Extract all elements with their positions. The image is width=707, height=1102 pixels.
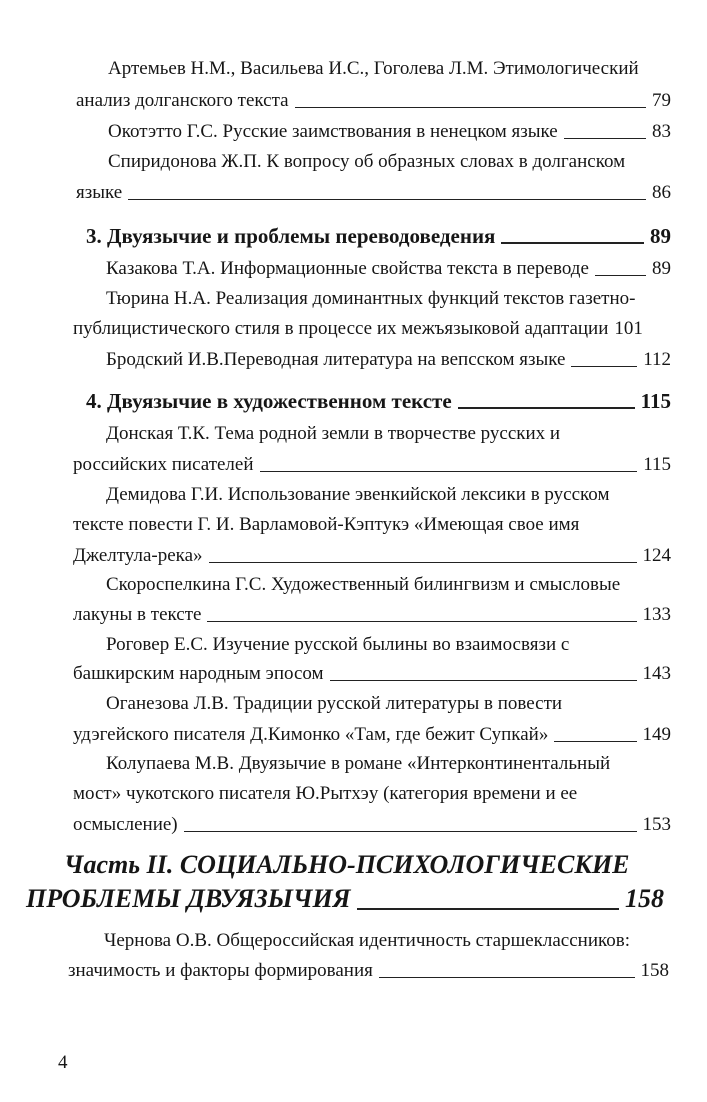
toc-entry-line: Артемьев Н.М., Васильева И.С., Гоголева Л.М. Этимологический bbox=[108, 58, 639, 79]
toc-entry[interactable] bbox=[73, 316, 671, 342]
toc-entry-line: Спиридонова Ж.П. К вопросу об образных словах в долганском bbox=[108, 151, 626, 172]
leader-line bbox=[209, 562, 637, 563]
toc-entry[interactable] bbox=[73, 722, 671, 748]
part-heading-line: Часть II. СОЦИАЛЬНО-ПСИХОЛОГИЧЕСКИЕ bbox=[64, 850, 630, 879]
toc-entry-text: Джелтула-река» bbox=[73, 545, 203, 566]
toc-entry[interactable] bbox=[73, 543, 671, 569]
toc-page-number: 83 bbox=[652, 121, 671, 142]
toc-entry-line: Демидова Г.И. Использование эвенкийской лексики в русском bbox=[106, 484, 610, 505]
toc-entry-text: лакуны в тексте bbox=[73, 604, 202, 625]
leader-line bbox=[357, 908, 619, 910]
toc-entry-text: публицистического стиля в процессе их межъязыковой адаптации bbox=[73, 318, 609, 339]
toc-entry-line: Скороспелкина Г.С. Художественный билингвизм и смысловые bbox=[106, 574, 621, 595]
toc-page-number: 101 bbox=[614, 318, 643, 339]
toc-entry-line: тексте повести Г. И. Варламовой-Кэптукэ «Имеющая свое имя bbox=[73, 514, 580, 535]
toc-entry-line: Чернова О.В. Общероссийская идентичность старшеклассников: bbox=[104, 930, 631, 951]
toc-entry[interactable] bbox=[68, 958, 669, 984]
toc-entry[interactable] bbox=[73, 812, 671, 838]
toc-page-number: 79 bbox=[652, 90, 671, 111]
toc-entry[interactable] bbox=[76, 180, 671, 206]
toc-page-number: 124 bbox=[642, 545, 671, 566]
toc-entry-text: Бродский И.В.Переводная литература на вепсском языке bbox=[106, 349, 566, 370]
section-title: 3. Двуязычие и проблемы переводоведения bbox=[86, 224, 496, 248]
leader-line bbox=[260, 471, 638, 472]
toc-entry-line: Донская Т.К. Тема родной земли в творчестве русских и bbox=[106, 423, 561, 444]
leader-line bbox=[501, 242, 644, 244]
toc-entry[interactable] bbox=[73, 602, 671, 628]
toc-entry-text: российских писателей bbox=[73, 454, 254, 475]
part-title: ПРОБЛЕМЫ ДВУЯЗЫЧИЯ bbox=[26, 884, 351, 913]
leader-line bbox=[184, 831, 637, 832]
toc-page-number: 112 bbox=[643, 349, 671, 370]
section-heading[interactable] bbox=[86, 223, 671, 249]
toc-page-number: 86 bbox=[652, 182, 671, 203]
leader-line bbox=[595, 275, 646, 276]
toc-entry[interactable] bbox=[76, 88, 671, 114]
toc-page-number: 153 bbox=[642, 814, 671, 835]
leader-line bbox=[330, 680, 637, 681]
toc-entry-text: Окотэтто Г.С. Русские заимствования в ненецком языке bbox=[108, 121, 558, 142]
leader-line bbox=[379, 977, 635, 978]
toc-entry-text: осмысление) bbox=[73, 814, 178, 835]
toc-page-number: 158 bbox=[640, 960, 669, 981]
leader-line bbox=[295, 107, 646, 108]
toc-page-number: 89 bbox=[652, 258, 671, 279]
toc-entry[interactable] bbox=[108, 119, 671, 145]
section-title: 4. Двуязычие в художественном тексте bbox=[86, 389, 452, 413]
toc-page-number: 143 bbox=[642, 663, 671, 684]
section-heading[interactable] bbox=[86, 388, 671, 414]
toc-entry[interactable] bbox=[106, 256, 671, 282]
page-number: 4 bbox=[58, 1052, 68, 1073]
toc-entry-text: удэгейского писателя Д.Кимонко «Там, где бежит Супкай» bbox=[73, 724, 549, 745]
toc-entry-text: Казакова Т.А. Информационные свойства текста в переводе bbox=[106, 258, 589, 279]
toc-page-number: 133 bbox=[642, 604, 671, 625]
toc-page-number: 115 bbox=[643, 454, 671, 475]
toc-entry[interactable] bbox=[73, 661, 671, 687]
toc-page-number: 149 bbox=[642, 724, 671, 745]
toc-entry-text: анализ долганского текста bbox=[76, 90, 289, 111]
leader-line bbox=[128, 199, 646, 200]
part-heading[interactable] bbox=[26, 884, 664, 914]
leader-line bbox=[571, 366, 637, 367]
part-page-number: 158 bbox=[625, 884, 664, 913]
leader-line bbox=[554, 741, 636, 742]
toc-entry[interactable] bbox=[106, 347, 671, 373]
toc-entry-text: башкирским народным эпосом bbox=[73, 663, 324, 684]
toc-entry-line: Тюрина Н.А. Реализация доминантных функций текстов газетно- bbox=[106, 288, 636, 309]
toc-entry-line: Оганезова Л.В. Традиции русской литературы в повести bbox=[106, 693, 563, 714]
leader-line bbox=[564, 138, 646, 139]
section-page-number: 89 bbox=[650, 224, 671, 248]
toc-entry-text: значимость и факторы формирования bbox=[68, 960, 373, 981]
toc-entry[interactable] bbox=[73, 452, 671, 478]
section-page-number: 115 bbox=[640, 389, 671, 413]
toc-entry-line: мост» чукотского писателя Ю.Рытхэу (категория времени и ее bbox=[73, 783, 578, 804]
leader-line bbox=[207, 621, 636, 622]
toc-entry-line: Колупаева М.В. Двуязычие в романе «Интерконтинентальный bbox=[106, 753, 611, 774]
toc-entry-text: языке bbox=[76, 182, 123, 203]
leader-line bbox=[458, 407, 635, 409]
toc-entry-line: Роговер Е.С. Изучение русской былины во взаимосвязи с bbox=[106, 634, 570, 655]
